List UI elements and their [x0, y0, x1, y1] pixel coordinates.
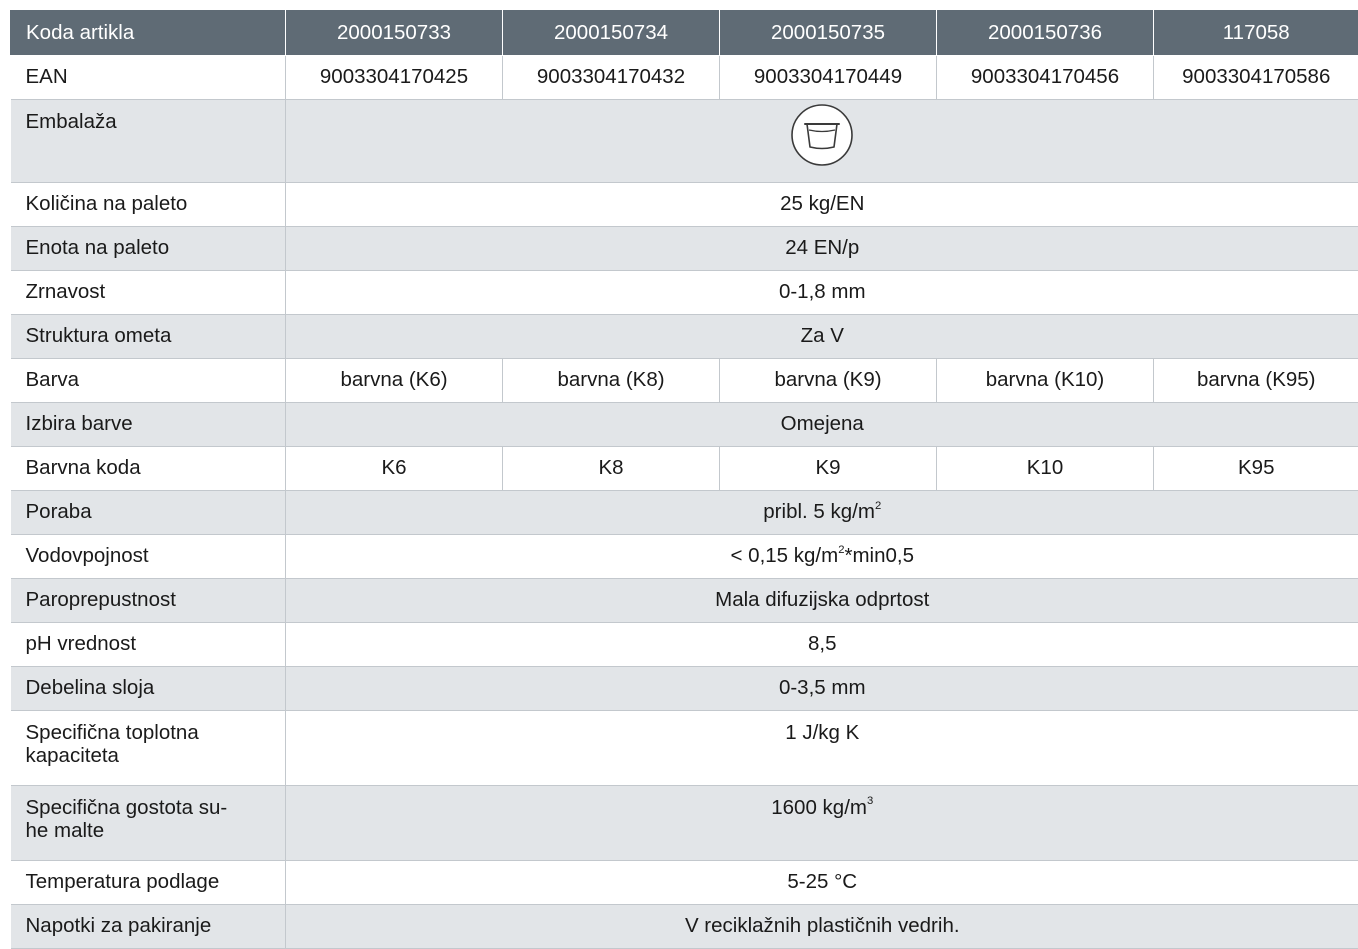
article-code: 2000150736	[937, 11, 1154, 56]
packaging-cell	[286, 100, 1358, 183]
value-text: *min0,5	[844, 544, 914, 567]
table-row	[11, 447, 1358, 491]
row-label: pH vrednost	[11, 623, 286, 667]
row-value	[286, 535, 1358, 579]
color-code-value: K95	[1154, 447, 1358, 491]
table-row	[11, 56, 1358, 100]
table-row	[11, 535, 1358, 579]
color-value: barvna (K9)	[720, 359, 937, 403]
row-value: Za V	[286, 315, 1358, 359]
row-label: Napotki za pakiranje	[11, 905, 286, 949]
row-label: Poraba	[11, 491, 286, 535]
row-value: 5-25 °C	[286, 861, 1358, 905]
table-row	[11, 579, 1358, 623]
ean-value: 9003304170586	[1154, 56, 1358, 100]
color-code-value: K9	[720, 447, 937, 491]
row-label: Embalaža	[11, 100, 286, 183]
superscript: 2	[875, 500, 881, 512]
row-label: Izbira barve	[11, 403, 286, 447]
ean-value: 9003304170425	[286, 56, 503, 100]
table-row	[11, 905, 1358, 949]
row-value: Mala difuzijska odprtost	[286, 579, 1358, 623]
color-value: barvna (K95)	[1154, 359, 1358, 403]
header-label: Koda artikla	[11, 11, 286, 56]
label-line: Specifična gostota su-	[26, 796, 228, 819]
article-code: 2000150733	[286, 11, 503, 56]
row-label: EAN	[11, 56, 286, 100]
row-label: Vodovpojnost	[11, 535, 286, 579]
table-row	[11, 711, 1358, 786]
row-label: Enota na paleto	[11, 227, 286, 271]
table-row	[11, 359, 1358, 403]
color-value: barvna (K6)	[286, 359, 503, 403]
table-row	[11, 403, 1358, 447]
article-code: 2000150734	[503, 11, 720, 56]
row-value: 0-3,5 mm	[286, 667, 1358, 711]
row-label: Zrnavost	[11, 271, 286, 315]
value-text: pribl. 5 kg/m	[763, 500, 875, 523]
row-label	[11, 711, 286, 786]
article-code: 117058	[1154, 11, 1358, 56]
row-value: 0-1,8 mm	[286, 271, 1358, 315]
color-code-value: K8	[503, 447, 720, 491]
color-value: barvna (K10)	[937, 359, 1154, 403]
value-text: 1600 kg/m	[771, 796, 867, 819]
ean-value: 9003304170456	[937, 56, 1154, 100]
color-value: barvna (K8)	[503, 359, 720, 403]
ean-value: 9003304170449	[720, 56, 937, 100]
table-header-row	[11, 11, 1358, 56]
row-value: 25 kg/EN	[286, 183, 1358, 227]
label-line: Specifična toplotna	[26, 721, 199, 744]
row-value	[286, 491, 1358, 535]
product-spec-table	[10, 10, 1358, 949]
row-value: 1 J/kg K	[286, 711, 1358, 786]
row-value: Omejena	[286, 403, 1358, 447]
table-row	[11, 623, 1358, 667]
row-label	[11, 786, 286, 861]
row-value: 8,5	[286, 623, 1358, 667]
ean-value: 9003304170432	[503, 56, 720, 100]
row-label: Debelina sloja	[11, 667, 286, 711]
row-label: Temperatura podlage	[11, 861, 286, 905]
bucket-icon	[790, 103, 854, 167]
row-label: Barva	[11, 359, 286, 403]
row-label: Paroprepustnost	[11, 579, 286, 623]
table-row	[11, 315, 1358, 359]
article-code: 2000150735	[720, 11, 937, 56]
label-line: kapaciteta	[26, 744, 119, 767]
row-value: V reciklažnih plastičnih vedrih.	[286, 905, 1358, 949]
table-row	[11, 861, 1358, 905]
table-row	[11, 667, 1358, 711]
color-code-value: K10	[937, 447, 1154, 491]
table-row	[11, 271, 1358, 315]
superscript: 3	[867, 795, 873, 807]
superscript: 2	[838, 544, 844, 556]
table-row	[11, 227, 1358, 271]
row-value	[286, 786, 1358, 861]
value-text: < 0,15 kg/m	[731, 544, 839, 567]
color-code-value: K6	[286, 447, 503, 491]
row-label: Struktura ometa	[11, 315, 286, 359]
row-label: Količina na paleto	[11, 183, 286, 227]
table-row	[11, 183, 1358, 227]
table-row	[11, 786, 1358, 861]
table-row	[11, 100, 1358, 183]
table-row	[11, 491, 1358, 535]
row-value: 24 EN/p	[286, 227, 1358, 271]
row-label: Barvna koda	[11, 447, 286, 491]
label-line: he malte	[26, 819, 105, 842]
